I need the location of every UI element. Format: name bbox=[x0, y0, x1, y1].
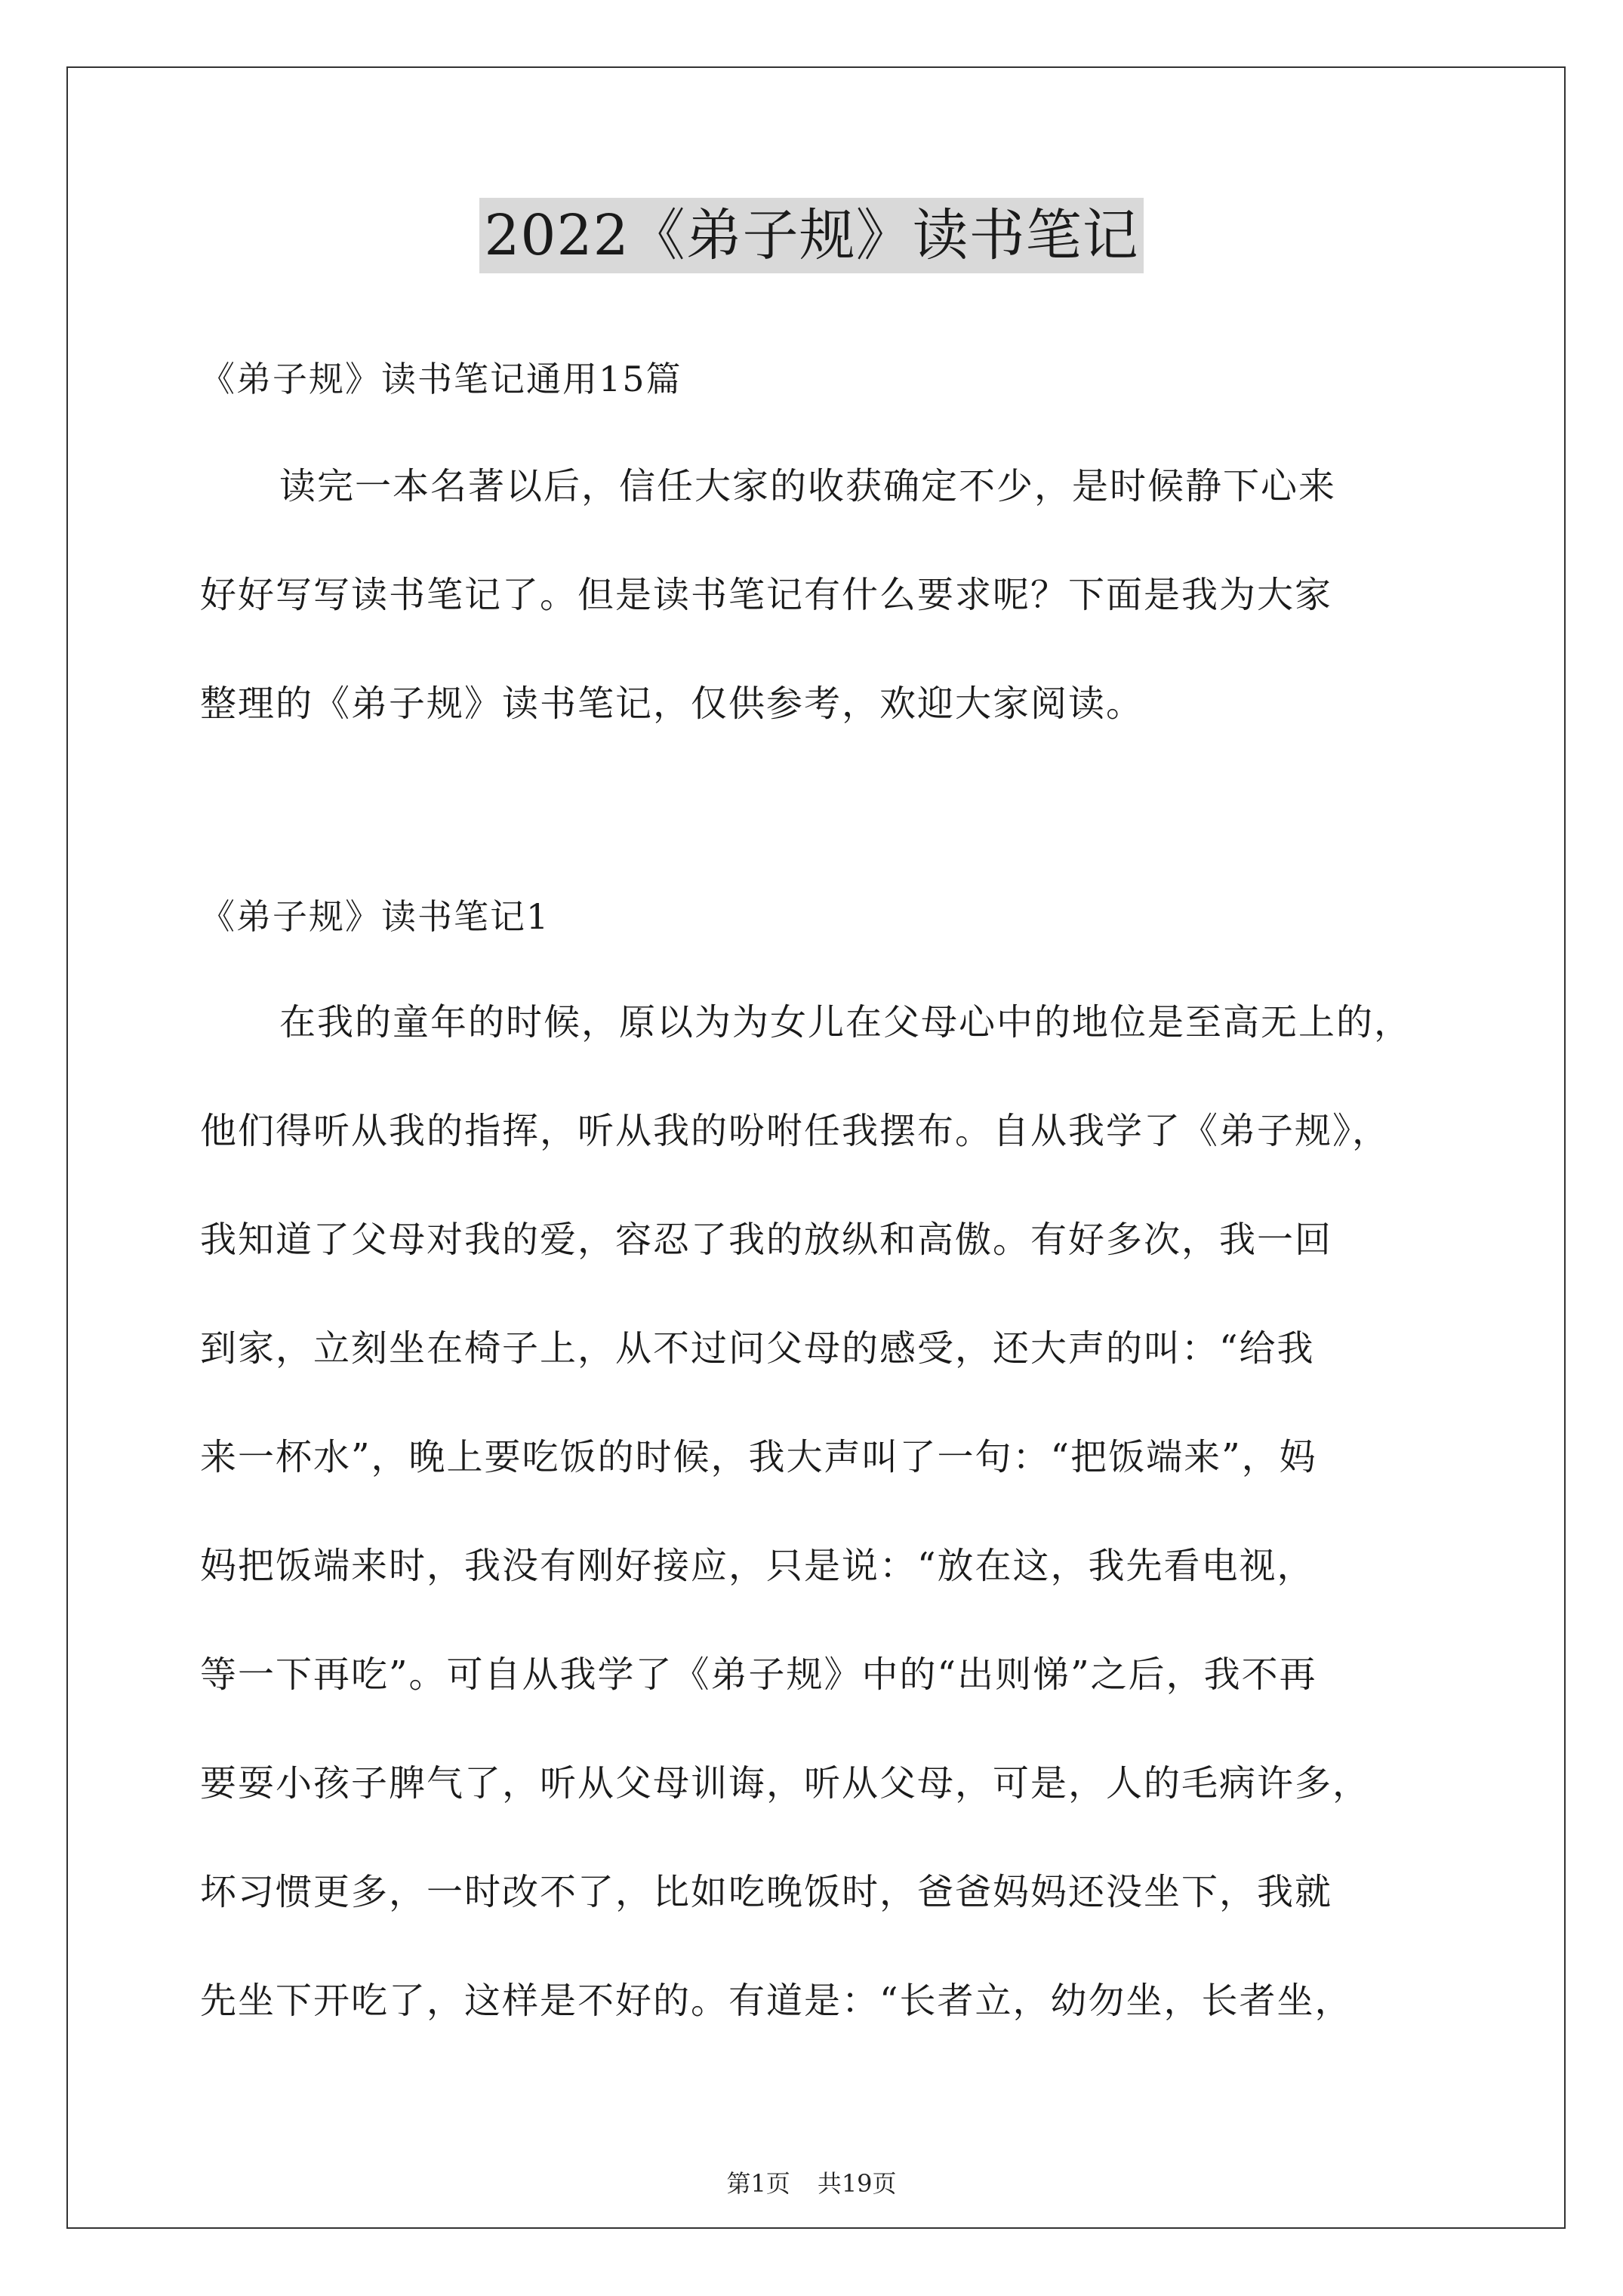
body-line: 到家，立刻坐在椅子上，从不过问父母的感受，还大声的叫：“给我 bbox=[200, 1327, 1315, 1370]
document-subtitle: 《弟子规》读书笔记通用15篇 bbox=[200, 359, 682, 399]
title-container bbox=[0, 198, 1623, 273]
body-line: 等一下再吃”。可自从我学了《弟子规》中的“出则悌”之后，我不再 bbox=[200, 1653, 1317, 1696]
body-line: 来一杯水”，晚上要吃饭的时候，我大声叫了一句：“把饭端来”，妈 bbox=[200, 1436, 1317, 1478]
intro-line: 好好写写读书笔记了。但是读书笔记有什么要求呢？下面是我为大家 bbox=[200, 574, 1333, 616]
body-line: 先坐下开吃了，这样是不好的。有道是：“长者立，幼勿坐，长者坐， bbox=[200, 1980, 1353, 2022]
body-line: 在我的童年的时候，原以为为女儿在父母心中的地位是至高无上的， bbox=[279, 1001, 1412, 1043]
page-number: 第1页 bbox=[726, 2169, 790, 2198]
page-total: 共19页 bbox=[817, 2169, 897, 2198]
section-heading: 《弟子规》读书笔记1 bbox=[200, 896, 550, 937]
page-footer bbox=[0, 2168, 1623, 2199]
body-line: 他们得听从我的指挥，听从我的吩咐任我摆布。自从我学了《弟子规》， bbox=[200, 1110, 1390, 1152]
body-line: 要耍小孩子脾气了，听从父母训诲，听从父母，可是，人的毛病许多， bbox=[200, 1762, 1371, 1804]
intro-line: 读完一本名著以后，信任大家的收获确定不少，是时候静下心来 bbox=[279, 465, 1337, 507]
body-line: 我知道了父母对我的爱，容忍了我的放纵和高傲。有好多次，我一回 bbox=[200, 1219, 1333, 1261]
document-title: 2022《弟子规》读书笔记 bbox=[479, 198, 1143, 273]
body-line: 妈把饭端来时，我没有刚好接应，只是说：“放在这，我先看电视， bbox=[200, 1545, 1315, 1587]
intro-line: 整理的《弟子规》读书笔记，仅供参考，欢迎大家阅读。 bbox=[200, 683, 1144, 725]
body-line: 坏习惯更多，一时改不了，比如吃晚饭时，爸爸妈妈还没坐下，我就 bbox=[200, 1871, 1333, 1913]
